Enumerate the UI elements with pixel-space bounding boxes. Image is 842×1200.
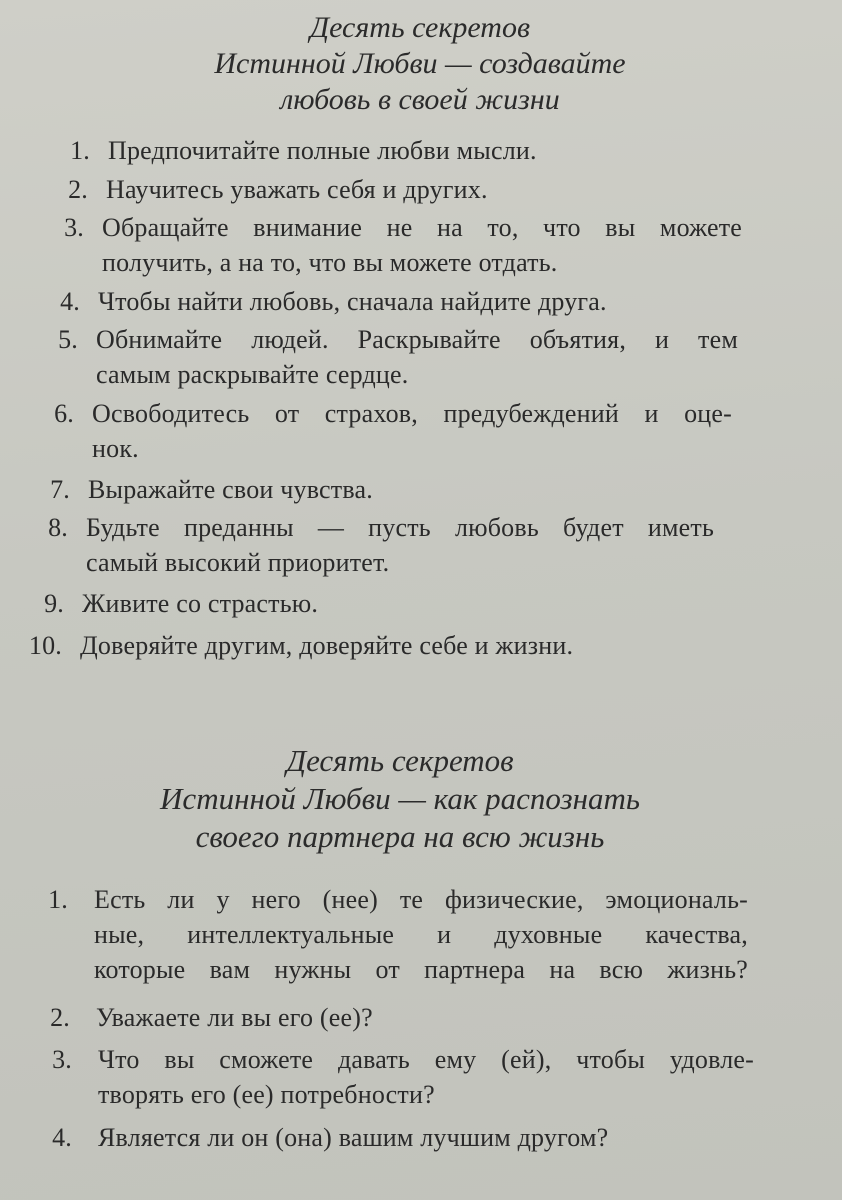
item-line: Доверяйте другим, доверяйте себе и жизни. <box>80 631 574 660</box>
item-text <box>86 510 714 580</box>
item-text <box>98 1042 754 1112</box>
item-text <box>92 396 732 466</box>
item-line: которые вам нужны от партнера на всю жизнь? <box>94 955 748 984</box>
item-line: получить, а на то, что вы можете отдать. <box>102 248 558 277</box>
item-line: Будьте преданны — пусть любовь будет иметь <box>86 513 714 542</box>
item-line: Уважаете ли вы его (ее)? <box>96 1003 373 1032</box>
item-line: самый высокий приоритет. <box>86 548 390 577</box>
item-number: 3. <box>52 1045 72 1074</box>
item-line: Освободитесь от страхов, предубеждений и оце- <box>92 399 732 428</box>
item-text <box>106 172 488 207</box>
item-line: нок. <box>92 434 139 463</box>
section2-title-line: Десять секретов <box>286 743 514 778</box>
item-number: 8. <box>48 513 68 542</box>
item-number: 6. <box>54 399 74 428</box>
item-number: 4. <box>52 1123 72 1152</box>
item-line: Живите со страстью. <box>82 589 319 618</box>
item-line: Есть ли у него (нее) те физические, эмоциональ- <box>94 885 748 914</box>
item-line: Выражайте свои чувства. <box>88 475 373 504</box>
section1-title-line: Десять секретов <box>310 11 530 44</box>
item-text <box>108 133 537 168</box>
item-line: Обращайте внимание не на то, что вы можете <box>102 213 742 242</box>
item-text <box>94 882 748 987</box>
item-number: 2. <box>68 175 88 204</box>
item-text <box>80 628 573 663</box>
item-number: 9. <box>44 589 64 618</box>
item-text <box>96 322 738 392</box>
item-number: 10. <box>28 631 62 660</box>
item-number: 4. <box>60 287 80 316</box>
item-text <box>82 586 318 621</box>
item-text <box>102 210 742 280</box>
item-number: 5. <box>58 325 78 354</box>
item-number: 3. <box>64 213 84 242</box>
section1-title <box>120 10 720 118</box>
section2-title-line: Истинной Любви — как распознать <box>160 781 640 816</box>
item-line: Научитесь уважать себя и других. <box>106 175 488 204</box>
item-number: 1. <box>70 136 90 165</box>
item-line: Является ли он (она) вашим лучшим другом? <box>98 1123 609 1152</box>
section1-title-line: любовь в своей жизни <box>280 83 560 116</box>
item-text <box>98 1120 608 1155</box>
item-number: 2. <box>50 1003 70 1032</box>
item-line: Обнимайте людей. Раскрывайте объятия, и тем <box>96 325 738 354</box>
item-line: ные, интеллектуальные и духовные качества, <box>94 920 748 949</box>
item-line: Что вы сможете давать ему (ей), чтобы удовле- <box>98 1045 754 1074</box>
item-text <box>88 472 373 507</box>
item-line: Чтобы найти любовь, сначала найдите друга. <box>98 287 607 316</box>
item-line: творять его (ее) потребности? <box>98 1080 435 1109</box>
item-number: 1. <box>48 885 68 914</box>
section1-title-line: Истинной Любви — создавайте <box>214 47 626 80</box>
item-number: 7. <box>50 475 70 504</box>
item-line: Предпочитайте полные любви мысли. <box>108 136 537 165</box>
item-text <box>98 284 607 319</box>
item-line: самым раскрывайте сердце. <box>96 360 409 389</box>
item-text <box>96 1000 373 1035</box>
section2-title-line: своего партнера на всю жизнь <box>195 819 605 854</box>
section2-title <box>80 742 720 856</box>
